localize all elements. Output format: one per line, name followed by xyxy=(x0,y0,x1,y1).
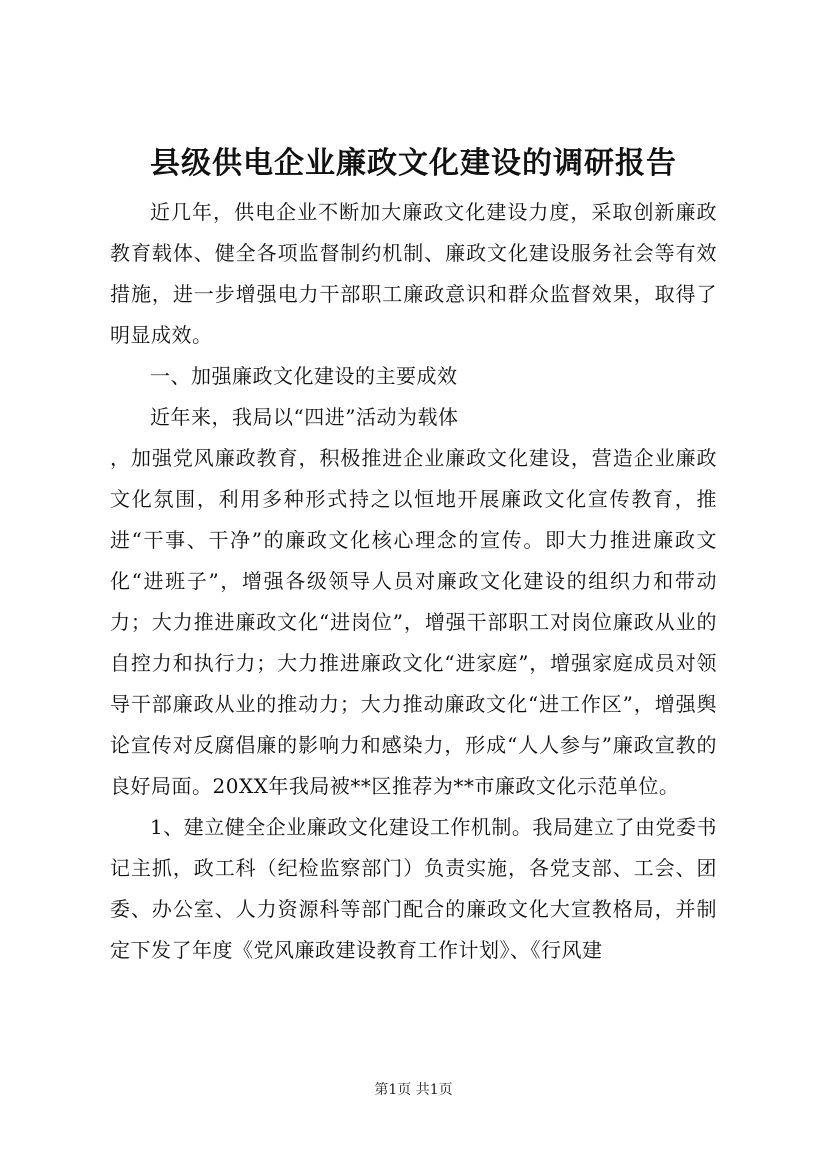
document-title: 县级供电企业廉政文化建设的调研报告 xyxy=(150,146,677,181)
paragraph-item-1: 1、建立健全企业廉政文化建设工作机制。我局建立了由党委书记主抓，政工科（纪检监察部门）负责实施，各党支部、工会、团委、办公室、人力资源科等部门配合的廉政文化大宣教格局，并制定下发了年度《党风廉政建设教育工作计划》、《行风建 xyxy=(110,815,717,962)
paragraph-lead: 近年来，我局以“四进”活动为载体 xyxy=(150,405,459,429)
page-footer: 第1页 共1页 xyxy=(374,1082,453,1098)
document-body xyxy=(110,192,717,971)
section-heading: 一、加强廉政文化建设的主要成效 xyxy=(150,364,458,388)
paragraph-intro: 近几年，供电企业不断加大廉政文化建设力度，采取创新廉政教育载体、健全各项监督制约机制、廉政文化建设服务社会等有效措施，进一步增强电力干部职工廉政意识和群众监督效果，取得了明显成效。 xyxy=(110,200,717,347)
paragraph-main: ，加强党风廉政教育，积极推进企业廉政文化建设，营造企业廉政文化氛围，利用多种形式持之以恒地开展廉政文化宣传教育，推进“干事、干净”的廉政文化核心理念的宣传。即大力推进廉政文化“进班子”，增强各级领导人员对廉政文化建设的组织力和带动力；大力推进廉政文化“进岗位”，增强干部职工对岗位廉政从业的自控力和执行力；大力推进廉政文化“进家庭”，增强家庭成员对领导干部廉政从业的推动力；大力推动廉政文化“进工作区”，增强舆论宣传对反腐倡廉的影响力和感染力，形成“人人参与”廉政宣教的良好局面。20XX年我局被**区推荐为**市廉政文化示范单位。 xyxy=(110,446,717,798)
